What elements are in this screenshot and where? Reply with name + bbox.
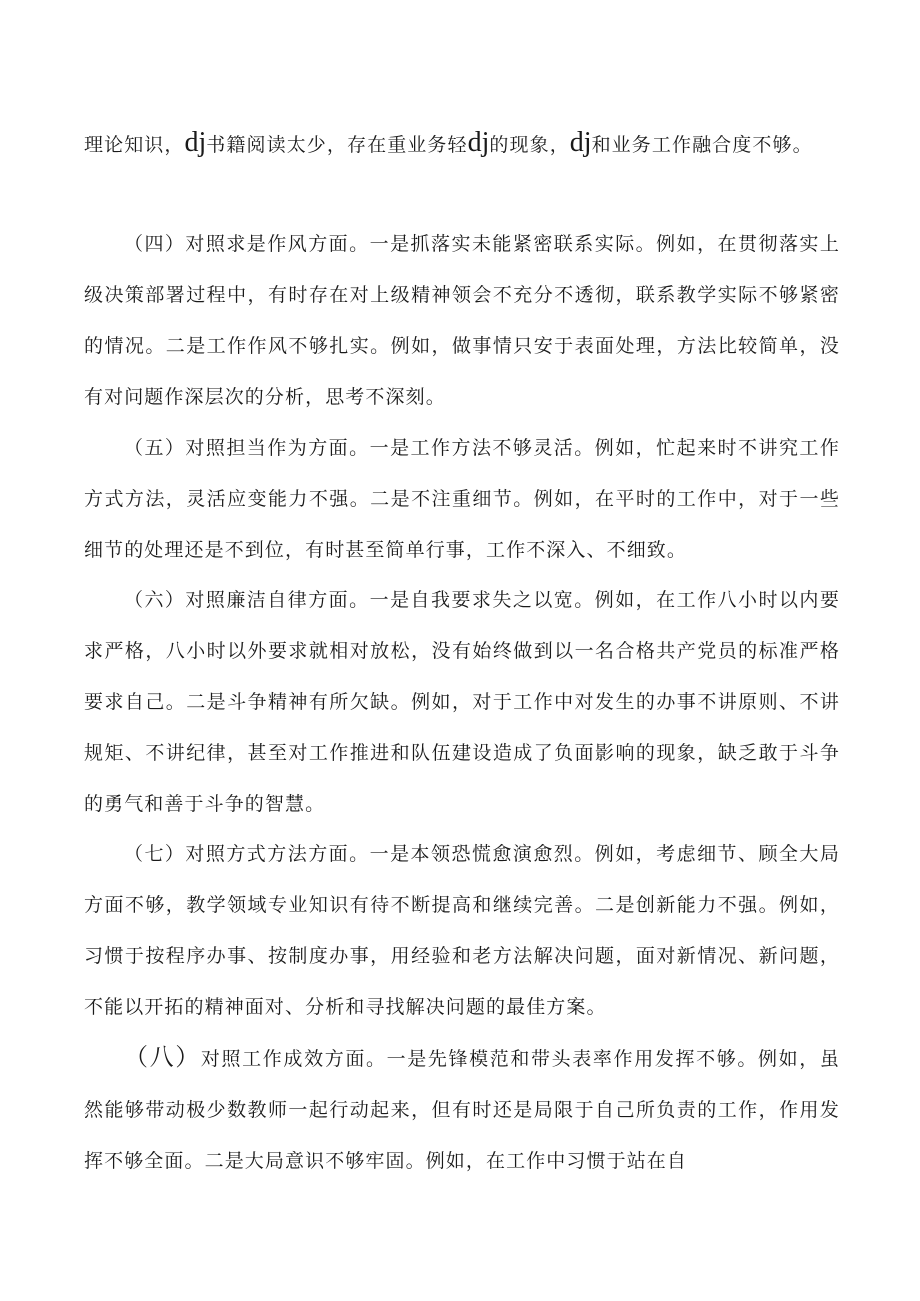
- section-number: （八）: [124, 1043, 201, 1071]
- text-segment: 理论知识，: [84, 134, 185, 156]
- abbr-dj: dj: [184, 127, 207, 158]
- section-body: 对照工作成效方面。一是先锋模范和带头表率作用发挥不够。例如，虽然能够带动极少数教师一起行动起来，但有时还是局限于自己所负责的工作，作用发挥不够全面。二是大局意识不够牢固。例如，在工作中习惯于站在自: [84, 1048, 840, 1172]
- abbr-dj: dj: [569, 127, 592, 158]
- text-segment: 书籍阅读太少，存在重业务轻: [206, 134, 468, 156]
- abbr-dj: dj: [467, 127, 490, 158]
- text-segment: 的现象，: [489, 134, 570, 156]
- paragraph-section-4: （四）对照求是作风方面。一是抓落实未能紧密联系实际。例如，在贯彻落实上级决策部署过程中，有时存在对上级精神领会不充分不透彻，联系教学实际不够紧密的情况。二是工作作风不够扎实。例如，做事情只安于表面处理，方法比较简单，没有对问题作深层次的分析，思考不深刻。: [84, 233, 840, 408]
- text-segment: 和业务工作融合度不够。: [591, 134, 813, 156]
- paragraph-section-8: [84, 1032, 840, 1187]
- paragraph-section-6: （六）对照廉洁自律方面。一是自我要求失之以宽。例如，在工作八小时以内要求严格，八小时以外要求就相对放松，没有始终做到以一名合格共产党员的标准严格要求自己。二是斗争精神有所欠缺。例如，对于工作中对发生的办事不讲原则、不讲规矩、不讲纪律，甚至对工作推进和队伍建设造成了负面影响的现象，缺乏敢于斗争的勇气和善于斗争的智慧。: [84, 589, 840, 815]
- paragraph-section-5: （五）对照担当作为方面。一是工作方法不够灵活。例如，忙起来时不讲究工作方式方法，灵活应变能力不强。二是不注重细节。例如，在平时的工作中，对于一些细节的处理还是不到位，有时甚至简单行事，工作不深入、不细致。: [84, 437, 840, 561]
- paragraph-theory-knowledge: [84, 117, 840, 171]
- paragraph-section-7: （七）对照方式方法方面。一是本领恐慌愈演愈烈。例如，考虑细节、顾全大局方面不够，教学领域专业知识有待不断提高和继续完善。二是创新能力不强。例如，习惯于按程序办事、按制度办事，用经验和老方法解决问题，面对新情况、新问题，不能以开拓的精神面对、分析和寻找解决问题的最佳方案。: [84, 843, 840, 1018]
